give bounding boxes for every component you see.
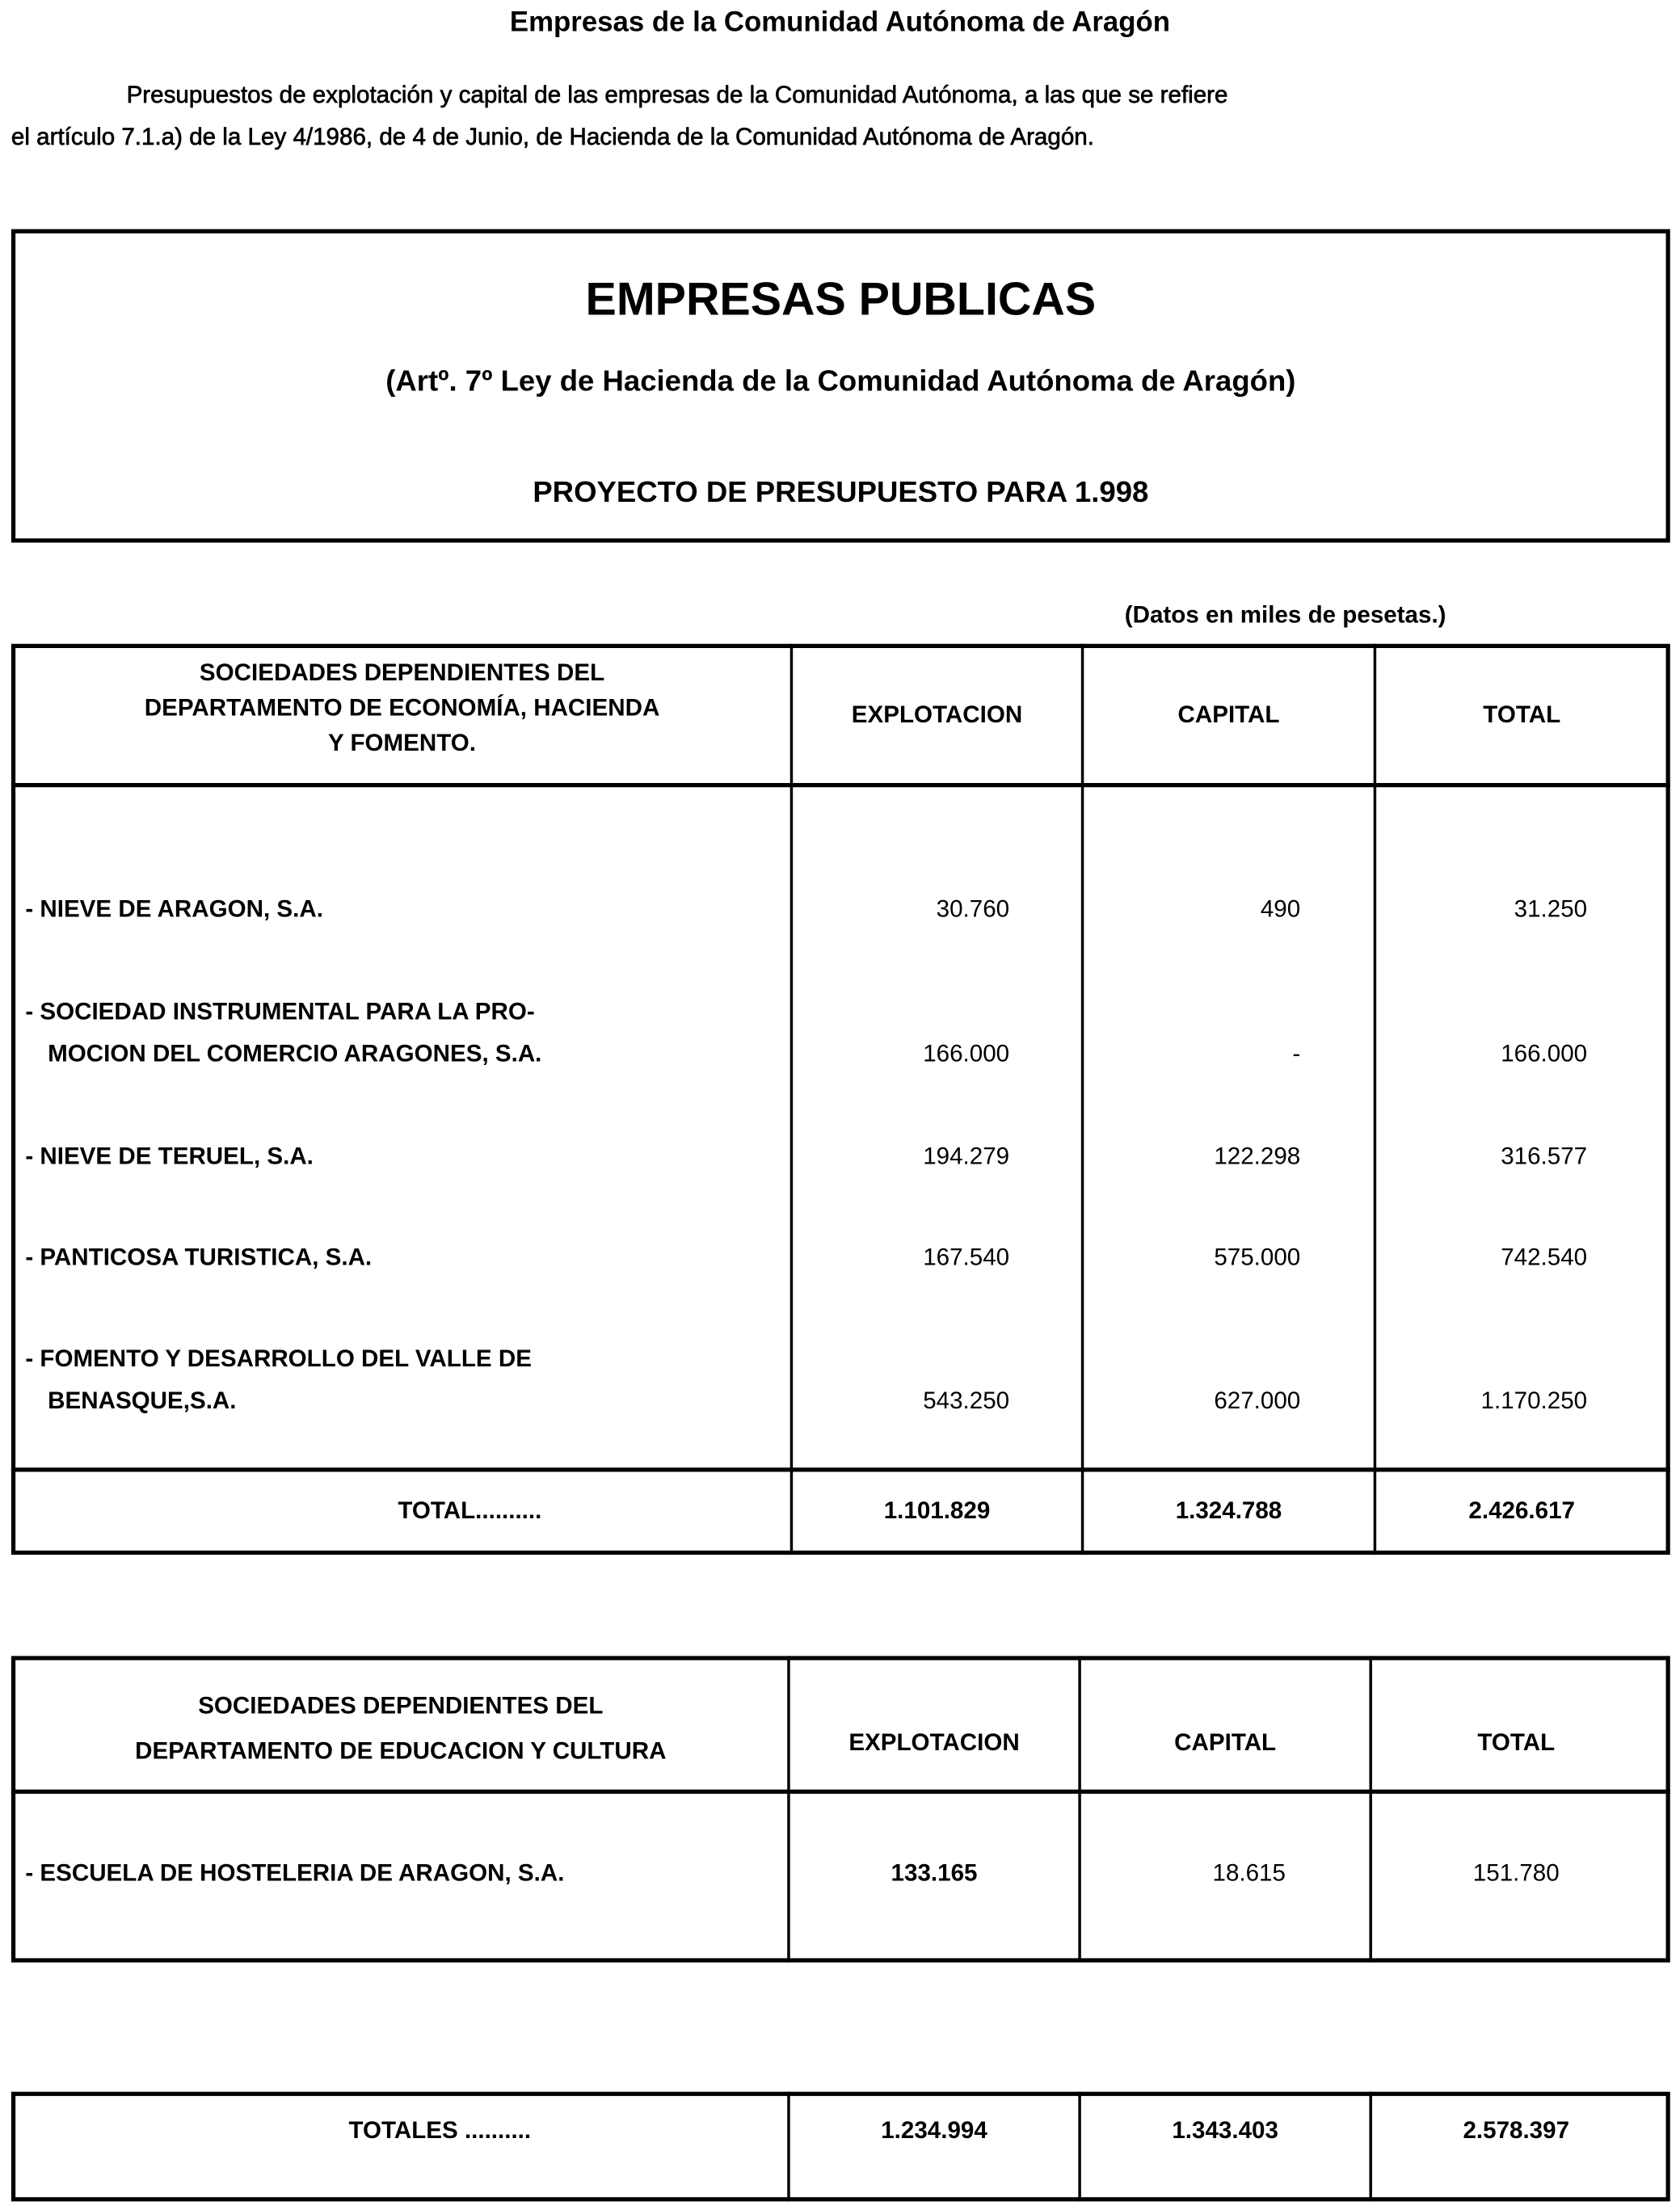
table-row-name: - PANTICOSA TURISTICA, S.A. [25,1244,373,1271]
table1-total-label: TOTAL.......... [398,1496,542,1524]
column-divider [1081,644,1084,1555]
table-row-capital: 122.298 [1214,1143,1301,1170]
table-row-capital: 627.000 [1214,1387,1301,1415]
table1-header-explotacion: EXPLOTACION [851,701,1023,729]
table-row-explotacion: 133.165 [891,1859,978,1887]
table-row-name: - NIEVE DE TERUEL, S.A. [25,1143,314,1170]
table2-header-capital: CAPITAL [1174,1728,1277,1756]
row-divider [11,783,1670,787]
table-row-name: - NIEVE DE ARAGON, S.A. [25,895,323,923]
intro-line-1: Presupuestos de explotación y capital de las empresas de la Comunidad Autónoma, a las que se refiere [126,81,1228,108]
table-economia [11,644,1670,1555]
header-line: SOCIEDADES DEPENDIENTES DEL [198,1692,604,1720]
header-line: DEPARTAMENTO DE ECONOMÍA, HACIENDA [144,694,660,722]
header-line: DEPARTAMENTO DE EDUCACION Y CULTURA [135,1737,667,1765]
grand-total-table [11,2092,1670,2202]
table1-total-total: 2.426.617 [1468,1496,1576,1524]
table2-header-dept [15,1684,785,1774]
table-row-name-cont: MOCION DEL COMERCIO ARAGONES, S.A. [48,1040,542,1067]
table-row-explotacion: 166.000 [923,1040,1010,1067]
table-row-total: 31.250 [1514,895,1588,923]
table-row-name: - FOMENTO Y DESARROLLO DEL VALLE DE [25,1345,532,1372]
grand-total-explotacion: 1.234.994 [881,2116,987,2145]
column-divider [790,644,793,1555]
banner-project: PROYECTO DE PRESUPUESTO PARA 1.998 [533,476,1149,509]
grand-total-total: 2.578.397 [1463,2116,1570,2145]
banner-title: EMPRESAS PUBLICAS [585,272,1097,325]
table-row-total: 1.170.250 [1480,1387,1588,1415]
table-row-explotacion: 543.250 [923,1387,1010,1415]
table-row-explotacion: 194.279 [923,1143,1010,1170]
table1-total-capital: 1.324.788 [1175,1496,1282,1524]
table-row-capital: - [1292,1040,1301,1067]
table2-header-total: TOTAL [1477,1728,1556,1756]
grand-total-capital: 1.343.403 [1172,2116,1278,2145]
table-row-total: 742.540 [1501,1244,1588,1271]
table1-total-explotacion: 1.101.829 [883,1496,991,1524]
units-note: (Datos en miles de pesetas.) [1124,601,1446,629]
column-divider [1369,1656,1371,1962]
header-line: Y FOMENTO. [328,729,477,756]
table1-header-capital: CAPITAL [1177,701,1280,729]
table1-header-dept [15,655,789,760]
table-row-name: - SOCIEDAD INSTRUMENTAL PARA LA PRO- [25,998,535,1025]
header-line: SOCIEDADES DEPENDIENTES DEL [199,659,605,686]
table-row-name-cont: BENASQUE,S.A. [48,1387,237,1415]
column-divider [1374,644,1376,1555]
table-row-total: 151.780 [1472,1859,1560,1887]
table2-header-explotacion: EXPLOTACION [848,1728,1020,1756]
table-row-capital: 490 [1260,895,1301,923]
banner-box [11,229,1670,543]
grand-total-label: TOTALES .......... [348,2116,532,2145]
table-row-explotacion: 30.760 [936,895,1010,923]
table-row-capital: 575.000 [1214,1244,1301,1271]
row-divider [11,1467,1670,1471]
column-divider [1078,1656,1080,1962]
table-row-name: - ESCUELA DE HOSTELERIA DE ARAGON, S.A. [25,1859,565,1887]
column-divider [787,2092,789,2202]
table1-header-total: TOTAL [1483,701,1561,729]
row-divider [11,1790,1670,1794]
intro-line-2: el artículo 7.1.a) de la Ley 4/1986, de 4 de Junio, de Hacienda de la Comunidad Autónoma de Aragón. [11,124,1094,151]
table-row-explotacion: 167.540 [923,1244,1010,1271]
column-divider [1369,2092,1371,2202]
banner-subtitle: (Artº. 7º Ley de Hacienda de la Comunidad Autónoma de Aragón) [385,365,1296,398]
document-title: Empresas de la Comunidad Autónoma de Aragón [509,6,1171,38]
table-row-capital: 18.615 [1212,1859,1286,1887]
column-divider [787,1656,789,1962]
table-row-total: 166.000 [1501,1040,1588,1067]
table-row-total: 316.577 [1501,1143,1588,1170]
column-divider [1078,2092,1080,2202]
